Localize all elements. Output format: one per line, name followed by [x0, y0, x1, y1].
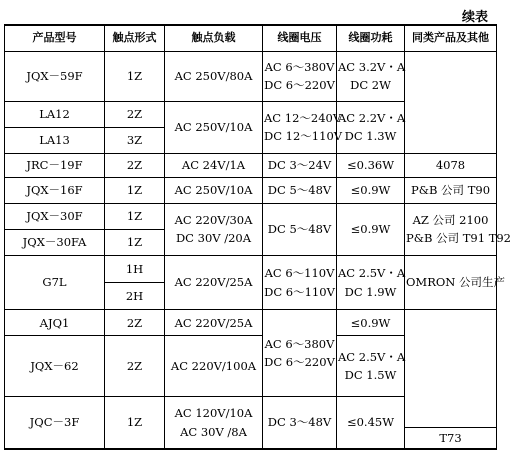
- continued-label: 续表: [461, 10, 488, 25]
- power-cell: [337, 255, 405, 309]
- power-line: DC 1.3W: [344, 129, 397, 144]
- form-cell: 1Z: [105, 51, 165, 101]
- model-cell: LA13: [5, 127, 105, 153]
- voltage-line: AC 12～240V: [264, 110, 342, 125]
- other-cell: 4078: [405, 153, 497, 177]
- power-line: DC 1.9W: [344, 284, 397, 299]
- load-line: AC 30V /8A: [180, 424, 247, 439]
- power-cell: ≤0.9W: [337, 203, 405, 255]
- table-row: [5, 177, 497, 203]
- power-cell: ≤0.36W: [337, 153, 405, 177]
- power-cell: ≤0.9W: [337, 310, 405, 336]
- load-cell: [165, 203, 263, 255]
- load-line: AC 220V/30A: [174, 212, 253, 227]
- form-cell: 2Z: [105, 310, 165, 336]
- model-cell: JQX－16F: [5, 177, 105, 203]
- power-cell: [337, 51, 405, 101]
- voltage-line: DC 12～110V: [264, 129, 343, 144]
- header-contact-load: 触点负载: [165, 25, 263, 51]
- form-cell: 1Z: [105, 229, 165, 255]
- load-line: DC 30V /20A: [175, 231, 252, 246]
- voltage-cell: [263, 101, 343, 153]
- form-cell: 1Z: [105, 177, 165, 203]
- header-coil-power: 线圈功耗: [337, 25, 405, 51]
- load-cell: AC 220V/100A: [165, 336, 263, 397]
- table-row: [5, 51, 497, 101]
- model-cell: JQC－3F: [5, 397, 105, 449]
- voltage-cell: DC 5～48V: [263, 177, 337, 203]
- model-cell: JQX－59F: [5, 51, 105, 101]
- voltage-line: DC 6～220V: [264, 78, 335, 92]
- form-cell: 2Z: [105, 101, 165, 127]
- other-cell: P&B 公司 T90: [405, 177, 497, 203]
- load-cell: AC 250V/80A: [165, 51, 263, 101]
- other-cell-empty: [405, 51, 497, 153]
- load-cell: AC 250V/10A: [165, 177, 263, 203]
- power-cell: ≤0.9W: [337, 177, 405, 203]
- other-cell: T73: [405, 427, 497, 449]
- form-cell: 2Z: [105, 153, 165, 177]
- table-row: [5, 255, 497, 282]
- form-cell: 1H: [105, 255, 165, 282]
- header-coil-voltage: 线圈电压: [263, 25, 337, 51]
- power-line: AC 2.2V・A: [338, 110, 406, 125]
- other-cell: [405, 203, 511, 255]
- header-contact-form: 触点形式: [105, 25, 165, 51]
- model-cell: G7L: [5, 255, 105, 309]
- load-cell: AC 220V/25A: [165, 310, 263, 336]
- model-cell: JRC－19F: [5, 153, 105, 177]
- voltage-cell: [263, 51, 337, 101]
- voltage-cell: [263, 310, 337, 397]
- header-model: 产品型号: [5, 25, 105, 51]
- form-cell: 2Z: [105, 336, 165, 397]
- power-line: AC 2.5V・A: [338, 349, 406, 364]
- model-cell: JQX－30FA: [5, 229, 105, 255]
- model-cell: AJQ1: [5, 310, 105, 336]
- power-cell: [337, 336, 405, 397]
- model-cell: LA12: [5, 101, 105, 127]
- other-line: P&B 公司 T91 T92: [406, 231, 511, 246]
- form-cell: 1Z: [105, 397, 165, 449]
- power-cell: ≤0.45W: [337, 397, 405, 449]
- voltage-line: AC 6～380V: [264, 336, 335, 351]
- power-line: DC 1.5W: [344, 368, 397, 383]
- voltage-cell: DC 3～48V: [263, 397, 337, 449]
- load-line: AC 120V/10A: [174, 406, 253, 421]
- other-line: AZ 公司 2100: [412, 212, 489, 227]
- model-cell: JQX－62: [5, 336, 105, 397]
- load-cell: AC 250V/10A: [165, 101, 263, 153]
- power-cell: [337, 101, 405, 153]
- form-cell: 3Z: [105, 127, 165, 153]
- voltage-line: AC 6～380V: [264, 59, 335, 74]
- voltage-cell: DC 5～48V: [263, 203, 337, 255]
- voltage-cell: DC 3～24V: [263, 153, 337, 177]
- table-row: [5, 310, 497, 336]
- voltage-cell: [263, 255, 337, 309]
- load-cell: AC 220V/25A: [165, 255, 263, 309]
- power-line: AC 3.2V・A: [338, 59, 406, 74]
- voltage-line: AC 6～110V: [264, 266, 335, 281]
- power-line: AC 2.5V・A: [338, 266, 406, 281]
- header-similar-products: 同类产品及其他: [405, 25, 497, 51]
- form-cell: 2H: [105, 283, 165, 310]
- other-cell-empty: [405, 310, 497, 427]
- table-row: [5, 153, 497, 177]
- power-line: DC 2W: [350, 78, 391, 92]
- model-cell: JQX－30F: [5, 203, 105, 229]
- load-cell: [165, 397, 263, 449]
- other-cell: OMRON 公司生产: [405, 255, 497, 309]
- relay-spec-table: [4, 24, 511, 450]
- form-cell: 1Z: [105, 203, 165, 229]
- voltage-line: DC 6～110V: [264, 284, 335, 299]
- voltage-line: DC 6～220V: [264, 355, 335, 370]
- load-cell: AC 24V/1A: [165, 153, 263, 177]
- table-header-row: [5, 25, 497, 51]
- table-row: [5, 203, 497, 229]
